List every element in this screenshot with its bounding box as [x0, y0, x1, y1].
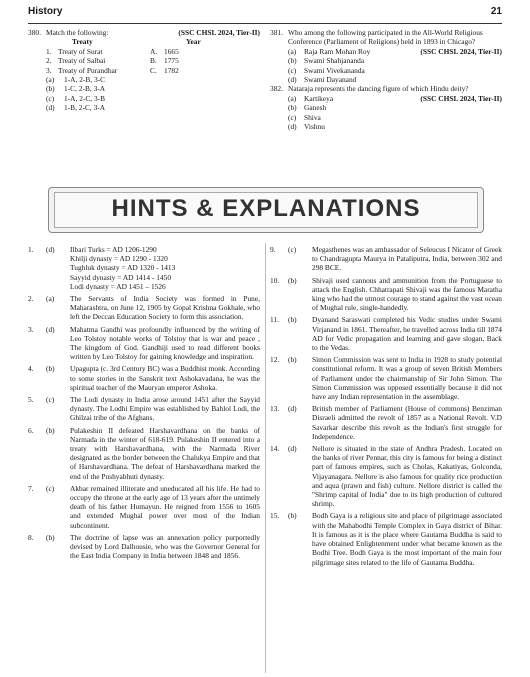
question-380	[28, 28, 260, 113]
row-treaty: Treaty of Salbai	[58, 56, 106, 66]
answers-right-column	[270, 245, 502, 570]
match-row	[28, 47, 260, 56]
explanation-line: Pulakeshin II defeated Harshavardhana on the banks of Narmada in the winter of 618-619. Pulakeshin II entered into a treaty with Harshavardhana, with the Narmada River designated as the border between the Chalukya Empire and that of Harshavardhana. The defeat of Harshavardhana marked the end of the Pushyabhuti dynasty.	[70, 425, 260, 481]
option-letter: (b)	[288, 56, 297, 66]
answer-item	[270, 355, 502, 401]
section-title: History	[28, 6, 63, 17]
option	[46, 84, 260, 93]
explanation-line: Megasthenes was an ambassador of Seleucus I Nicator of Greek to Chandragupta Maurya in Pataliputra, India, between 302 and 298 BCE.	[312, 245, 502, 273]
explanation-line: Bodh Gaya is a religious site and place of pilgrimage associated with the Mahabodhi Temple Complex in Gaya district of Bihar. It is famous as it is the place where Gautama Buddha is said to have obtained Enlightenment under what became known as the Bodhi Tree. Bodh Gaya is the most important of the main four pilgrimage sites related to the life of Gautama Buddha.	[312, 511, 502, 567]
explanation-line: Sayyid dynasty = AD 1414 - 1450	[70, 272, 172, 282]
option-letter: (a)	[288, 93, 297, 103]
answer-number: 4.	[28, 364, 34, 374]
explanation-line: The Servants of India Society was formed in Pune, Maharashtra, on June 12, 1905 by Gopal Krishna Gokhale, who left the Deccan Education Society to form this association.	[70, 294, 260, 322]
answer-explanation	[70, 395, 260, 423]
exam-tag: (SSC CHSL 2024, Tier-II)	[420, 93, 502, 103]
answer-option: (c)	[46, 483, 55, 493]
answer-item	[28, 294, 260, 322]
option-text: Raja Ram Mohan Roy	[304, 46, 371, 56]
answer-item	[270, 276, 502, 313]
answer-number: 13.	[270, 404, 280, 414]
answer-item	[28, 484, 260, 530]
answer-item	[28, 364, 260, 392]
match-row	[28, 66, 260, 75]
answer-explanation	[70, 325, 260, 362]
option-text: Kartikeya	[304, 93, 334, 103]
answer-explanation	[312, 404, 502, 441]
options-381	[288, 47, 420, 85]
option-text: Swami Shahjananda	[304, 56, 365, 66]
explanation-line: Khilji dynasty = AD 1290 - 1320	[70, 254, 168, 264]
answer-number: 10.	[270, 275, 280, 285]
answer-option: (b)	[46, 532, 55, 542]
explanation-line: Mahatma Gandhi was profoundly influenced by the writing of Leo Tolstoy notable works of Tolstoy that is war and peace , The kingdom of God. Gandhiji used to read different books written by Leo Tolstoy for gaining knowledge and inspiration.	[70, 324, 260, 362]
row-number: 2.	[46, 56, 52, 66]
answer-option: (d)	[46, 245, 55, 254]
question-number: 382.	[270, 84, 283, 94]
row-year: 1665	[164, 46, 179, 56]
page-number: 21	[490, 6, 502, 17]
answer-number: 14.	[270, 444, 280, 454]
answer-item	[28, 395, 260, 423]
answer-option: (d)	[288, 404, 297, 414]
explanation-line: Dyanand Saraswati completed his Vedic studies under Swami Virjanand in 1861. Thereafter, he travelled across India till 1874 AD for Vedic propagation and learning and gave slogan, Back to the Vedas.	[312, 315, 502, 353]
answer-number: 8.	[28, 532, 34, 542]
question-text: Match the following:	[46, 28, 109, 37]
option-text: 1-C, 2-B, 3-A	[64, 84, 106, 94]
row-letter: C.	[150, 65, 157, 75]
option-letter: (c)	[46, 93, 55, 103]
explanation-line: The doctrine of lapse was an annexation policy purportedly devised by Lord Dalhousie, who was the Governor General for the East India Company in India between 1848 and 1856.	[70, 532, 260, 561]
explanation-line: Ilbari Turks = AD 1206-1290	[70, 245, 157, 254]
explanation-line: Lodi dynasty = AD 1451 – 1526	[70, 281, 166, 291]
row-treaty: Treaty of Surat	[58, 46, 103, 56]
option-letter: (d)	[288, 75, 297, 85]
header-rule	[28, 23, 502, 24]
exam-tag: (SSC CHSL 2024, Tier-II)	[420, 46, 502, 56]
answer-explanation	[312, 511, 502, 566]
answer-explanation	[70, 364, 260, 392]
row-letter: B.	[150, 56, 157, 66]
answer-number: 6.	[28, 425, 34, 435]
row-year: 1782	[164, 65, 179, 75]
question-text: Who among the following participated in the All-World Religious Conference (Parliament of Religions) held in 1893 in Chicago?	[288, 28, 483, 47]
column-divider	[265, 243, 266, 673]
banner-title: HINTS & EXPLANATIONS	[111, 195, 421, 222]
row-number: 3.	[46, 65, 52, 75]
answer-item	[28, 533, 260, 561]
row-year: 1775	[164, 56, 179, 66]
options-382	[288, 94, 420, 132]
answer-option: (a)	[46, 294, 55, 304]
answer-option: (b)	[288, 315, 297, 325]
answer-number: 7.	[28, 483, 34, 493]
row-number: 1.	[46, 46, 52, 56]
answer-option: (d)	[46, 324, 55, 334]
answer-item	[28, 245, 260, 291]
option-text: 1-B, 2-C, 3-A	[64, 103, 106, 113]
col-treaty-head: Treaty	[72, 37, 93, 47]
answer-explanation	[312, 245, 502, 273]
answer-item	[270, 245, 502, 273]
explanation-line: Akbar remained illiterate and uneducated all his life. He had to occupy the throne at the early age of 13 years after the untimely death of his father Humayun. He reigned from 1556 to 1605 and extended Mughal power over most of the Indian subcontinent.	[70, 483, 260, 530]
option-letter: (a)	[46, 75, 55, 85]
option	[46, 75, 260, 84]
answer-number: 12.	[270, 355, 280, 365]
answer-number: 11.	[270, 315, 279, 325]
answer-explanation	[312, 444, 502, 508]
answer-number: 2.	[28, 294, 34, 304]
answer-option: (b)	[288, 275, 297, 285]
option-text: 1-A, 2-B, 3-C	[64, 75, 106, 85]
option-letter: (b)	[288, 103, 297, 113]
answer-number: 15.	[270, 511, 280, 521]
row-letter: A.	[150, 46, 158, 56]
option-letter: (d)	[46, 103, 55, 113]
explanation-line: Tughluk dynasty = AD 1320 - 1413	[70, 263, 176, 273]
answer-option: (b)	[46, 364, 55, 374]
answer-option: (b)	[46, 425, 55, 435]
option-text: Ganesh	[304, 103, 327, 113]
option-letter: (c)	[288, 65, 297, 75]
answer-explanation	[70, 245, 260, 291]
question-text: Nataraja represents the dancing figure of which Hindu deity?	[288, 84, 469, 94]
exam-tag: (SSC CHSL 2024, Tier-II)	[178, 28, 260, 37]
answers-left-column	[28, 245, 260, 564]
option-letter: (a)	[288, 46, 297, 56]
question-number: 380.	[28, 28, 41, 37]
answer-number: 1.	[28, 245, 34, 254]
answer-item	[270, 511, 502, 566]
match-row	[28, 56, 260, 65]
option	[46, 103, 260, 112]
explanation-line: Simon Commission was sent to India in 1928 to study potential constitutional reform. It was a group of seven British Members of Parliament under the chairmanship of Sir John Simon. The Simon Commission was opposed essentially because it did not have any Indian representation in the assemblage.	[312, 355, 502, 402]
answer-option: (c)	[288, 245, 297, 254]
explanation-line: British member of Parliament (House of commons) Benziman Disraeli admitted the revolt of 1857 as a National Revolt. V.D Savarkar describe this revolt as the Indian's first struggle for Independence.	[312, 404, 502, 441]
answer-item	[270, 444, 502, 508]
page-header	[28, 6, 502, 22]
option-letter: (b)	[46, 84, 55, 94]
answer-explanation	[70, 294, 260, 322]
option-text: Shiva	[304, 112, 321, 122]
col-year-head: Year	[186, 37, 201, 47]
answer-explanation	[312, 315, 502, 352]
answer-item	[28, 426, 260, 481]
answer-option: (d)	[288, 444, 297, 454]
answer-number: 9.	[270, 245, 276, 254]
match-table-header	[28, 37, 260, 46]
answer-item	[28, 325, 260, 362]
option	[46, 94, 260, 103]
option-text: Swami Dayanand	[304, 75, 357, 85]
answer-number: 5.	[28, 395, 34, 405]
answer-explanation	[70, 484, 260, 530]
explanation-line: Shivaji used cannons and ammunition from the Portuguese to attack the English. Chhatrapati Shivaji was the famous Maratha king who had the utmost courage to stand against the vast ocean of Mughal rule, single-handedly.	[312, 275, 502, 313]
answer-item	[270, 315, 502, 352]
questions-right	[270, 28, 502, 131]
explanation-line: Upagupta (c. 3rd Century BC) was a Buddhist monk. According to some stories in the Sanskrit text Ashokavadana, he was the spiritual teacher of the Mauryan emperor Ashoka.	[70, 364, 260, 392]
answer-explanation	[70, 533, 260, 561]
option-text: Vishnu	[304, 122, 325, 132]
answer-option: (b)	[288, 511, 297, 521]
answer-option: (b)	[288, 355, 297, 365]
option-text: Swami Vivekananda	[304, 65, 365, 75]
explanation-line: The Lodi dynasty in India arose around 1451 after the Sayyid dynasty. The Lodhi Empire was established by Bahlol Lodi, the Ghilzai tribe of the Afghans.	[70, 395, 260, 423]
row-treaty: Treaty of Purandhar	[58, 65, 118, 75]
answer-explanation	[70, 426, 260, 481]
answer-explanation	[312, 276, 502, 313]
question-number: 381.	[270, 28, 283, 37]
answer-option: (c)	[46, 395, 55, 405]
answer-explanation	[312, 355, 502, 401]
option-text: 1-A, 2-C, 3-B	[64, 93, 106, 103]
answer-item	[270, 404, 502, 441]
option-letter: (c)	[288, 112, 297, 122]
option-letter: (d)	[288, 122, 297, 132]
explanation-line: Nellore is situated in the state of Andhra Pradesh. Located on the banks of river Pennar, this city is famous for being a distinct part of famous empires, such as Cholas, Kakatiyas, Golconda, Vijayanagara. Nellore is also famous for quality rice production and aqua (prawn and fish) culture. Nellore district is called the "Shrimp capital of India" due to its high production of cultured shrimp.	[312, 444, 502, 509]
answer-number: 3.	[28, 324, 34, 334]
hints-banner	[48, 187, 484, 233]
